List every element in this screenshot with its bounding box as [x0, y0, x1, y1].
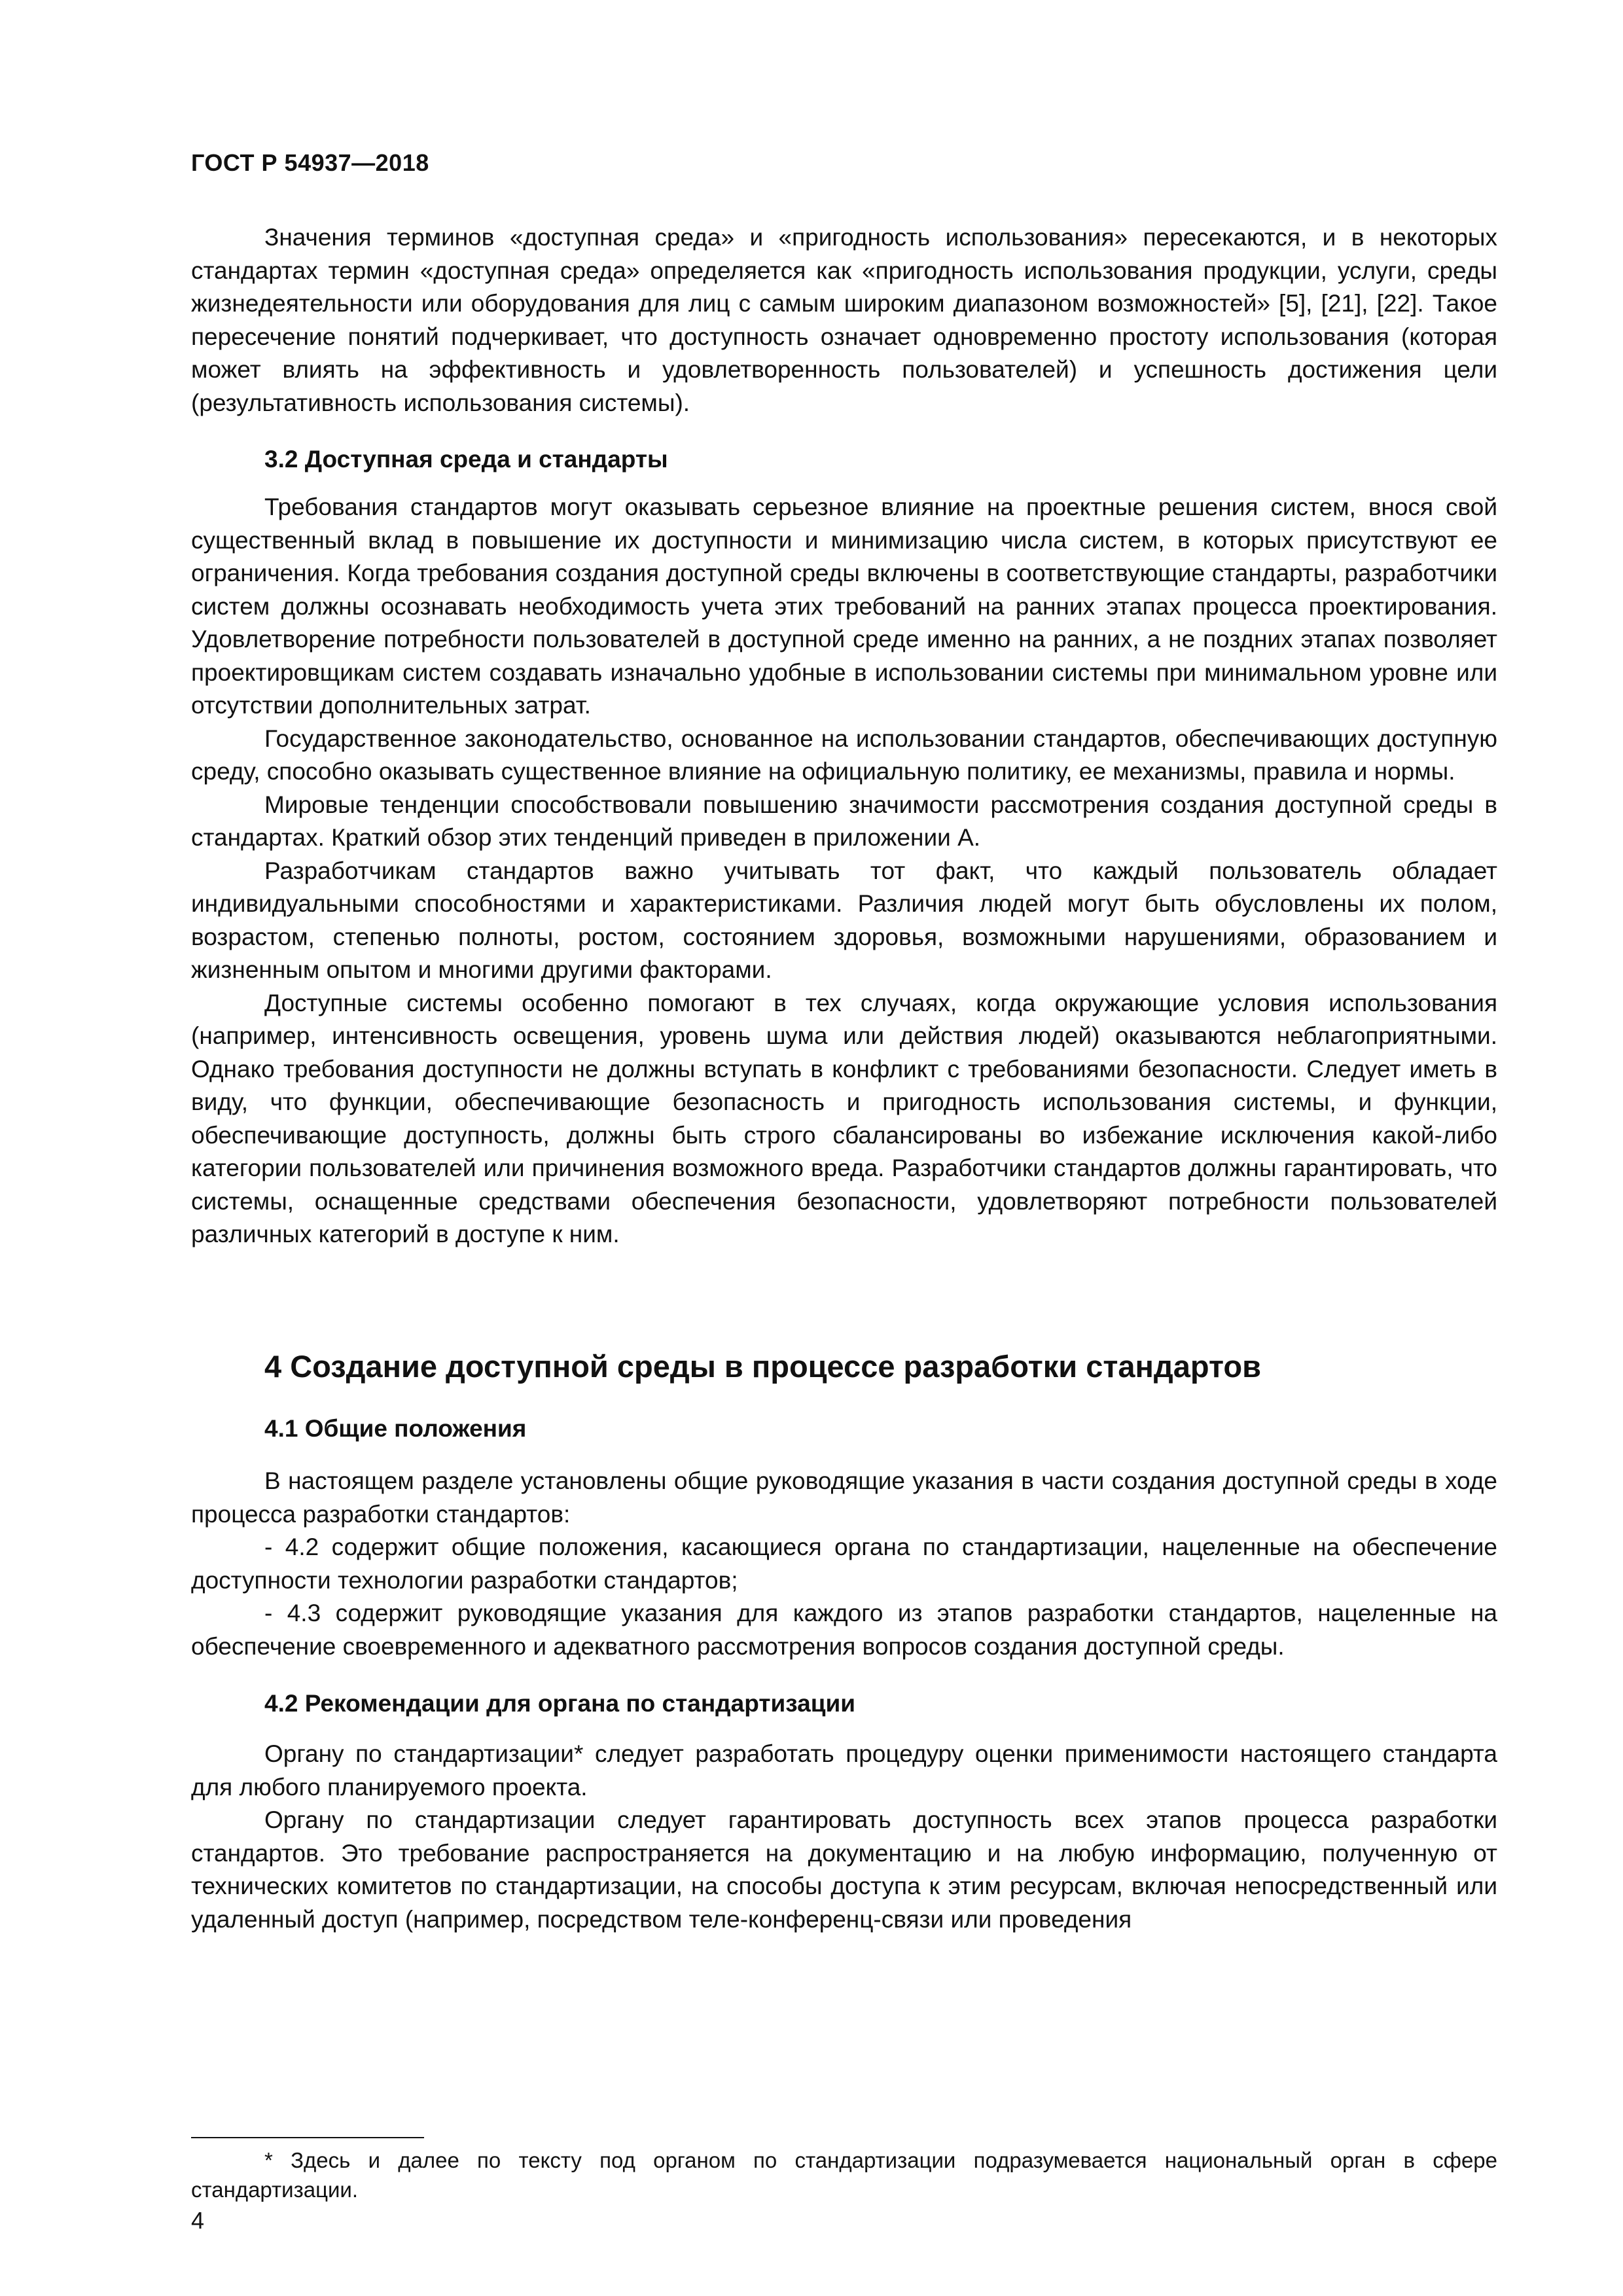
section-4-1-heading-wrap: [191, 1412, 1497, 1446]
section-4-2-body: [191, 1738, 1497, 1936]
document-header: ГОСТ Р 54937—2018: [191, 149, 429, 176]
section-heading: 3.2 Доступная среда и стандарты: [264, 446, 668, 473]
paragraph: В настоящем разделе установлены общие руководящие указания в части создания доступной среды в ходе процесса разработки стандартов:: [191, 1467, 1497, 1528]
list-item: - 4.3 содержит руководящие указания для каждого из этапов разработки стандартов, нацеленные на обеспечение своевременного и адекватного рассмотрения вопросов создания доступной среды.: [191, 1600, 1497, 1660]
footnote-divider: [191, 2137, 424, 2138]
section-4-2-heading-wrap: [191, 1687, 1497, 1721]
section-3-2-body: [191, 491, 1497, 1251]
section-3-1-continuation: [191, 221, 1497, 420]
section-4-heading-wrap: [191, 1347, 1497, 1386]
footnote: * Здесь и далее по тексту под органом по стандартизации подразумевается национальный орган в сфере стандартизации.: [191, 2148, 1497, 2202]
list-item: - 4.2 содержит общие положения, касающиеся органа по стандартизации, нацеленные на обеспечение доступности технологии разработки стандартов;: [191, 1534, 1497, 1594]
section-4-1-body: [191, 1465, 1497, 1663]
chapter-heading: 4 Создание доступной среды в процессе разработки стандартов: [264, 1349, 1261, 1384]
paragraph: Значения терминов «доступная среда» и «пригодность использования» пересекаются, и в некоторых стандартах термин «доступная среда» определяется как «пригодность использования продукции, услуги, среды жизнедеятельности или оборудования для лиц с самым широким диапазоном возможностей» [5], [21], [22]. Такое пересечение понятий подчеркивает, что доступность означает одновременно простоту использования (которая может влиять на эффективность и удовлетворенность пользователей) и успешность достижения цели (результативность использования системы).: [191, 224, 1497, 416]
paragraph: Органу по стандартизации* следует разработать процедуру оценки применимости настоящего стандарта для любого планируемого проекта.: [191, 1740, 1497, 1801]
section-3-2-heading-wrap: [191, 443, 1497, 476]
section-heading: 4.2 Рекомендации для органа по стандартизации: [264, 1690, 855, 1717]
paragraph: Разработчикам стандартов важно учитывать тот факт, что каждый пользователь обладает индивидуальными способностями и характеристиками. Различия людей могут быть обусловлены их полом, возрастом, степенью полноты, ростом, состоянием здоровья, возможными нарушениями, образованием и жизненным опытом и многими другими факторами.: [191, 857, 1497, 983]
paragraph: Государственное законодательство, основанное на использовании стандартов, обеспечивающих доступную среду, способно оказывать существенное влияние на официальную политику, ее механизмы, правила и нормы.: [191, 725, 1497, 785]
section-heading: 4.1 Общие положения: [264, 1415, 527, 1442]
paragraph: Мировые тенденции способствовали повышению значимости рассмотрения создания доступной среды в стандартах. Краткий обзор этих тенденций приведен в приложении А.: [191, 791, 1497, 851]
paragraph: Органу по стандартизации следует гарантировать доступность всех этапов процесса разработки стандартов. Это требование распространяется на документацию и на любую информацию, полученную от технических комитетов по стандартизации, на способы доступа к этим ресурсам, включая непосредственный или удаленный доступ (например, посредством теле-конференц-связи или проведения: [191, 1806, 1497, 1933]
page-number: 4: [191, 2207, 205, 2234]
paragraph: Требования стандартов могут оказывать серьезное влияние на проектные решения систем, внося свой существенный вклад в повышение их доступности и минимизацию числа систем, в которых присутствуют ее ограничения. Когда требования создания доступной среды включены в соответствующие стандарты, разработчики систем должны осознавать необходимость учета этих требований на ранних этапах процесса проектирования. Удовлетворение потребности пользователей в доступной среде именно на ранних, а не поздних этапах позволяет проектировщикам систем создавать изначально удобные в использовании системы при минимальном уровне или отсутствии дополнительных затрат.: [191, 493, 1497, 719]
paragraph: Доступные системы особенно помогают в тех случаях, когда окружающие условия использования (например, интенсивность освещения, уровень шума или действия людей) оказываются неблагоприятными. Однако требования доступности не должны вступать в конфликт с требованиями безопасности. Следует иметь в виду, что функции, обеспечивающие безопасность и пригодность использования системы, и функции, обеспечивающие доступность, должны быть строго сбалансированы во избежание исключения какой-либо категории пользователей или причинения возможного вреда. Разработчики стандартов должны гарантировать, что системы, оснащенные средствами обеспечения безопасности, удовлетворяют потребности пользователей различных категорий в доступе к ним.: [191, 989, 1497, 1247]
